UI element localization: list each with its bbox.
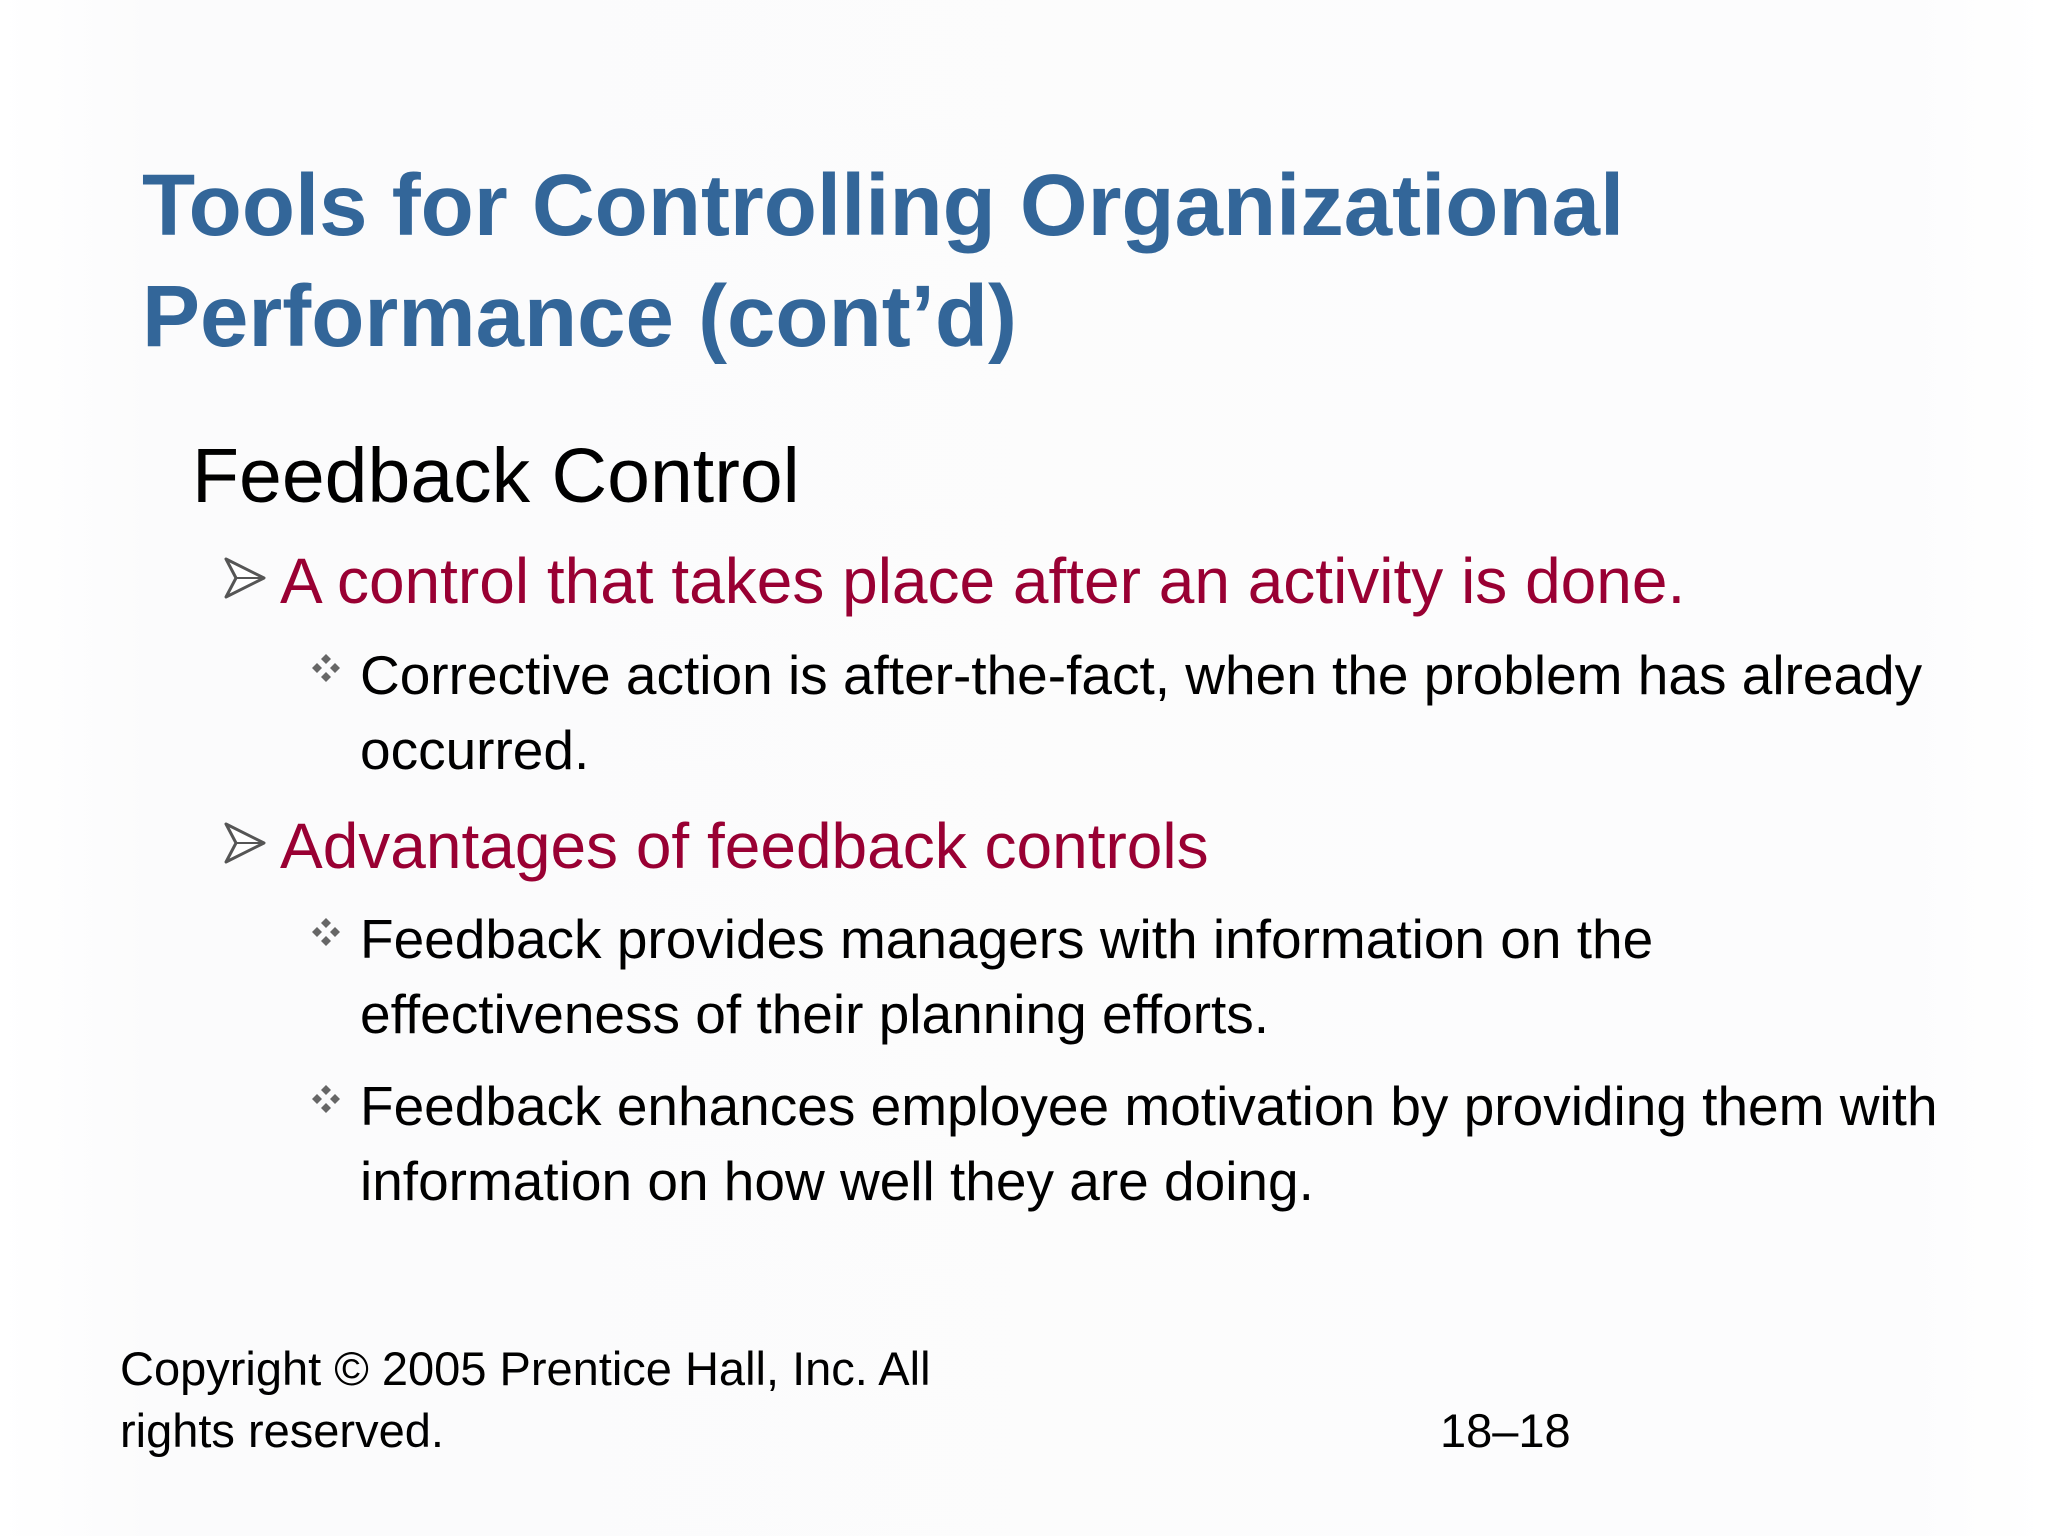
sub-bullet-2-1 [310,902,1950,1052]
diamond-dots-bullet-icon [310,916,342,948]
copyright-line-1: Copyright © 2005 Prentice Hall, Inc. All [120,1342,931,1395]
arrowhead-bullet-icon [222,555,268,601]
sub-bullet-2-2 [310,1069,1950,1219]
bullet-point-2-text: Advantages of feedback controls [280,810,1209,882]
slide-number: 18–18 [1440,1404,1571,1457]
arrowhead-bullet-icon [222,820,268,866]
copyright-line-2: rights reserved. [120,1404,444,1457]
diamond-dots-bullet-icon [310,1083,342,1115]
bullet-point-1-text: A control that takes place after an activity is done. [280,545,1686,617]
section-heading: Feedback Control [192,433,800,519]
diamond-dots-bullet-icon [310,652,342,684]
sub-bullet-2-2-text: Feedback enhances employee motivation by providing them with information on how well they are doing. [360,1075,1938,1212]
sub-bullet-1-1-text: Corrective action is after-the-fact, when the problem has already occurred. [360,644,1923,781]
slide-title-line-1: Tools for Controlling Organizational [142,157,1625,254]
sub-bullet-1-1 [310,638,1950,788]
copyright-notice [120,1338,931,1462]
slide-title [142,150,1942,372]
sub-bullet-2-1-text: Feedback provides managers with information on the effectiveness of their planning efforts. [360,908,1654,1045]
slide-title-line-2: Performance (cont’d) [142,268,1017,365]
